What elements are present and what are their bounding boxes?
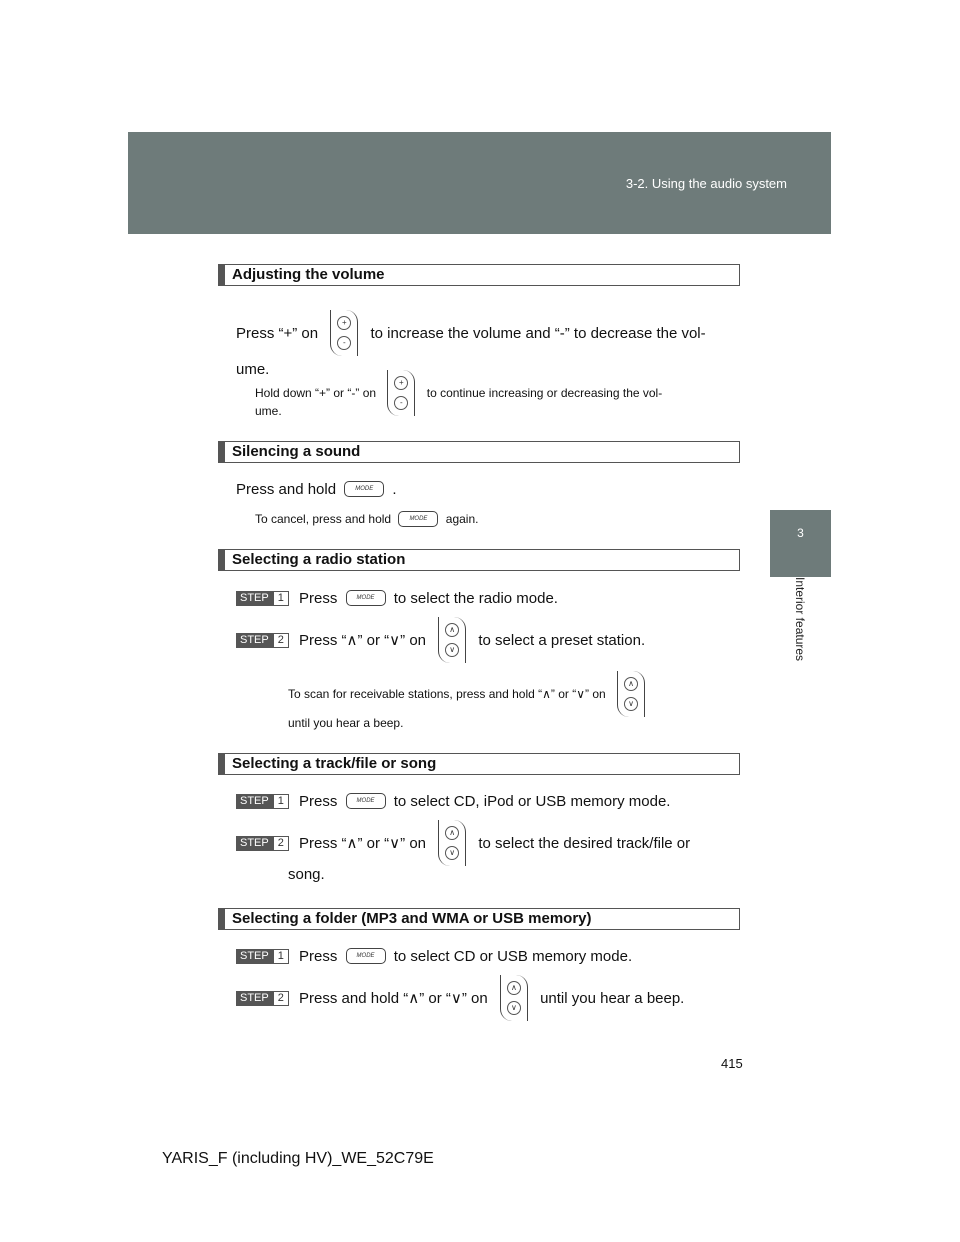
step-1-label: STEP 1 bbox=[236, 591, 289, 606]
step-2-label: STEP 2 bbox=[236, 991, 289, 1006]
radio-note-cont: until you hear a beep. bbox=[288, 716, 404, 730]
section-radio-title: Selecting a radio station bbox=[232, 551, 406, 568]
page-number: 415 bbox=[721, 1056, 743, 1071]
volume-switch-icon: + - bbox=[387, 370, 415, 416]
silence-line: Press and hold MODE . bbox=[236, 480, 397, 498]
section-track-title: Selecting a track/file or song bbox=[232, 755, 437, 772]
section-silence-bar bbox=[218, 441, 740, 463]
header-band bbox=[128, 132, 831, 234]
track-step1: STEP 1 Press MODE to select CD, iPod or USB memory mode. bbox=[236, 792, 670, 810]
section-folder-title: Selecting a folder (MP3 and WMA or USB memory) bbox=[232, 910, 592, 927]
chapter-number: 3 bbox=[797, 526, 804, 540]
mode-button-icon: MODE bbox=[344, 481, 384, 497]
silence-note: To cancel, press and hold MODE again. bbox=[255, 512, 479, 526]
chapter-label: Interior features bbox=[793, 577, 807, 662]
seek-switch-icon: ∧ ∨ bbox=[438, 617, 466, 663]
radio-step1: STEP 1 Press MODE to select the radio mode. bbox=[236, 589, 558, 607]
folder-step2: STEP 2 Press and hold “∧” or “∨” on ∧ ∨ until you hear a beep. bbox=[236, 975, 684, 1021]
section-radio-bar bbox=[218, 549, 740, 571]
track-step2-cont: song. bbox=[288, 866, 325, 883]
step-1-label: STEP 1 bbox=[236, 794, 289, 809]
folder-step1: STEP 1 Press MODE to select CD or USB memory mode. bbox=[236, 947, 632, 965]
chapter-tab bbox=[770, 510, 831, 577]
mode-button-icon: MODE bbox=[346, 948, 386, 964]
radio-step2: STEP 2 Press “∧” or “∨” on ∧ ∨ to select a preset station. bbox=[236, 617, 645, 663]
step-1-label: STEP 1 bbox=[236, 949, 289, 964]
volume-line2: ume. bbox=[236, 361, 270, 378]
volume-switch-icon: + - bbox=[330, 310, 358, 356]
radio-note: To scan for receivable stations, press and hold “∧” or “∨” on ∧ ∨ bbox=[288, 671, 653, 717]
mode-button-icon: MODE bbox=[346, 793, 386, 809]
track-step2: STEP 2 Press “∧” or “∨” on ∧ ∨ to select the desired track/file or bbox=[236, 820, 690, 866]
document-footer: YARIS_F (including HV)_WE_52C79E bbox=[162, 1150, 434, 1167]
seek-switch-icon: ∧ ∨ bbox=[617, 671, 645, 717]
seek-switch-icon: ∧ ∨ bbox=[500, 975, 528, 1021]
section-folder-bar bbox=[218, 908, 740, 930]
section-volume-title: Adjusting the volume bbox=[232, 266, 385, 283]
step-2-label: STEP 2 bbox=[236, 633, 289, 648]
section-track-bar bbox=[218, 753, 740, 775]
header-section-title: 3-2. Using the audio system bbox=[625, 176, 787, 191]
seek-switch-icon: ∧ ∨ bbox=[438, 820, 466, 866]
volume-note-cont: ume. bbox=[255, 404, 282, 418]
mode-button-icon: MODE bbox=[398, 511, 438, 527]
step-2-label: STEP 2 bbox=[236, 836, 289, 851]
volume-note: Hold down “+” or “-” on + - to continue increasing or decreasing the vol- bbox=[255, 370, 662, 416]
section-silence-title: Silencing a sound bbox=[232, 443, 361, 460]
section-volume-bar bbox=[218, 264, 740, 286]
volume-line1: Press “+” on + - to increase the volume and “-” to decrease the vol- bbox=[236, 310, 706, 356]
mode-button-icon: MODE bbox=[346, 590, 386, 606]
